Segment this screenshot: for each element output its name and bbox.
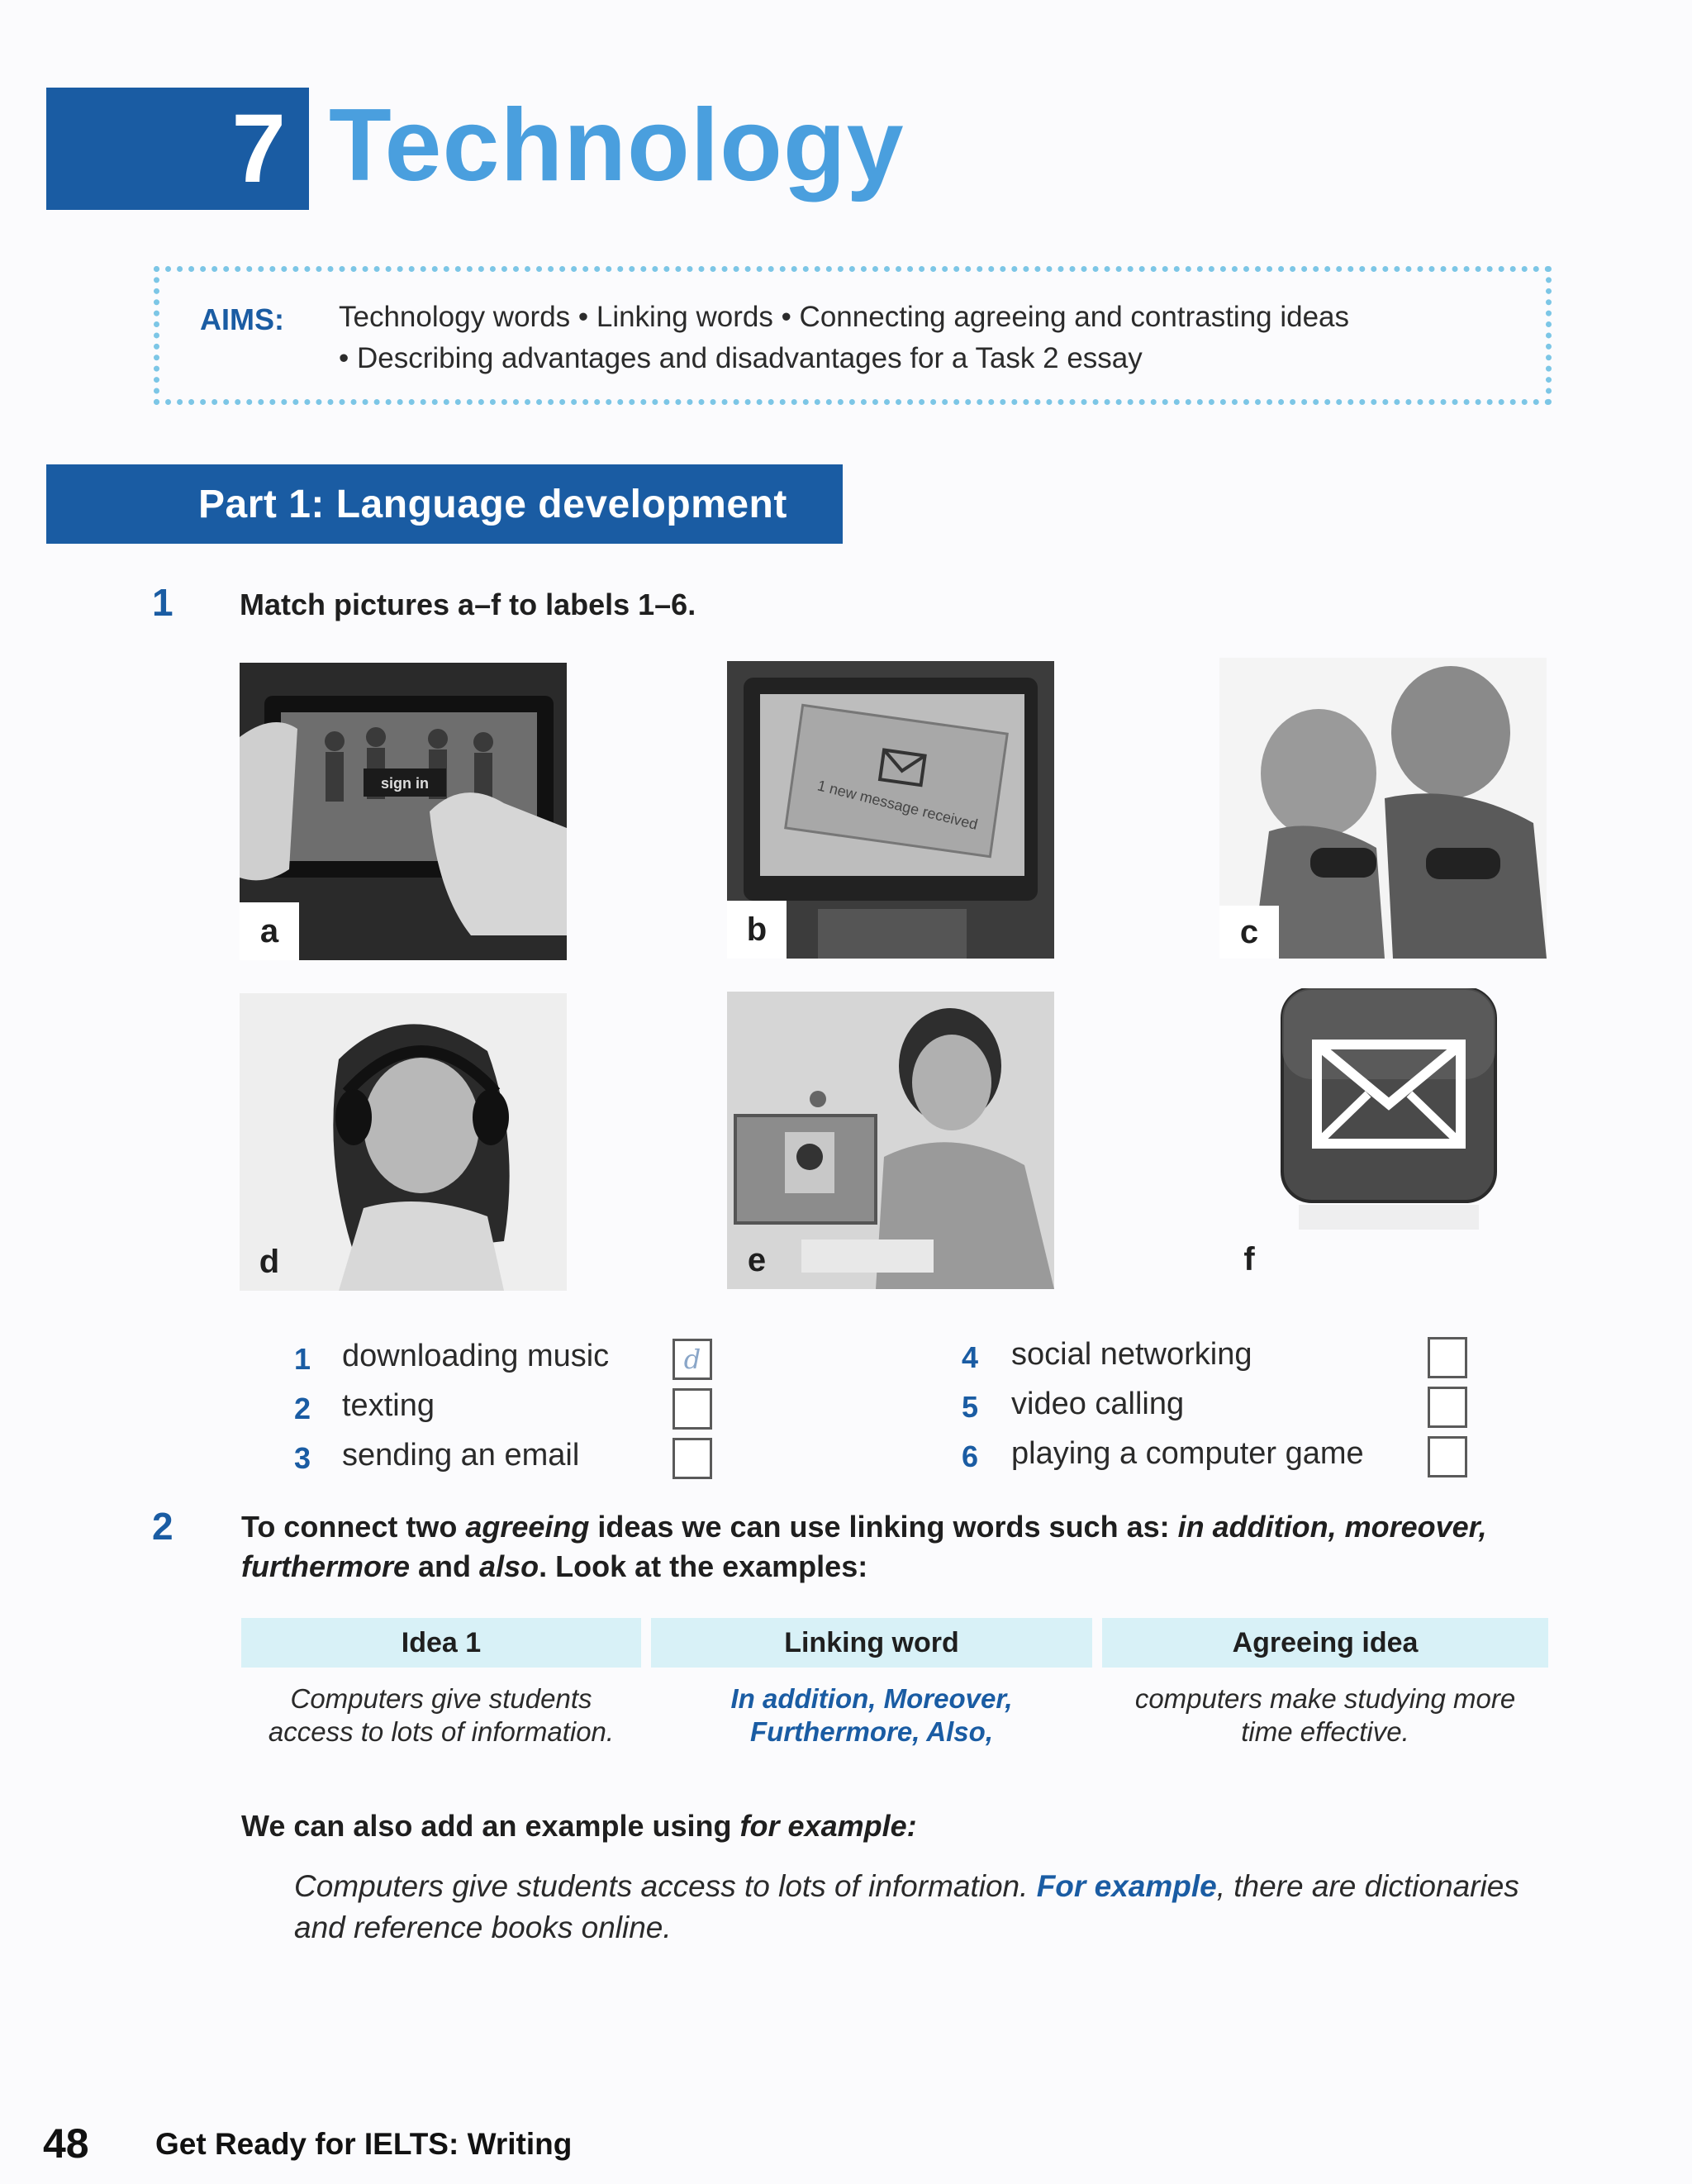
label-4-text: social networking	[1011, 1337, 1252, 1372]
aims-line-2: • Describing advantages and disadvantages for a Task 2 essay	[339, 342, 1143, 374]
instruction-em-furthermore: furthermore	[241, 1549, 411, 1583]
table-header-idea1: Idea 1	[241, 1618, 641, 1668]
label-1-number: 1	[294, 1342, 311, 1376]
also-instruction	[241, 1806, 917, 1846]
label-5-number: 5	[962, 1390, 979, 1424]
instruction-text: To connect two	[241, 1510, 466, 1544]
picture-a-letter: a	[240, 902, 299, 960]
answer-box-2[interactable]	[673, 1388, 712, 1430]
example-bold: For example	[1036, 1869, 1217, 1903]
answer-box-6[interactable]	[1428, 1436, 1467, 1477]
picture-b	[727, 661, 1054, 959]
aims-line-1: Technology words • Linking words • Connecting agreeing and contrasting ideas	[339, 301, 1350, 333]
example-text: , there are dictionaries and reference books online.	[294, 1869, 1519, 1944]
page-number: 48	[43, 2120, 89, 2167]
chapter-number: 7	[231, 94, 286, 203]
picture-b-letter: b	[727, 901, 787, 959]
also-em: for example:	[739, 1809, 917, 1843]
picture-d	[240, 993, 567, 1291]
cell-line: access to lots of information.	[268, 1716, 615, 1747]
instruction-em-also: also	[479, 1549, 539, 1583]
instruction-text: and	[410, 1549, 480, 1583]
instruction-text: . Look at the examples:	[539, 1549, 868, 1583]
label-3-text: sending an email	[342, 1438, 580, 1473]
label-4-number: 4	[962, 1340, 979, 1374]
label-2-number: 2	[294, 1392, 311, 1425]
exercise-2-instruction	[241, 1507, 1563, 1587]
instruction-text: ideas we can use linking words such as:	[589, 1510, 1178, 1544]
sign-in-caption: sign in	[381, 775, 429, 792]
picture-c-letter: c	[1219, 906, 1279, 959]
cell-line: time effective.	[1241, 1716, 1409, 1747]
example-sentence	[294, 1866, 1566, 1948]
chapter-number-box	[46, 88, 309, 210]
chapter-title: Technology	[329, 88, 905, 202]
message-caption: 1 new message received	[815, 777, 980, 833]
example-text: Computers give students access to lots of information.	[294, 1869, 1037, 1903]
picture-c	[1219, 658, 1547, 959]
label-3-number: 3	[294, 1441, 311, 1475]
book-title: Get Ready for IELTS: Writing	[155, 2127, 573, 2161]
instruction-em-agreeing: agreeing	[465, 1510, 590, 1544]
picture-e	[727, 992, 1054, 1289]
instruction-em-words: in addition, moreover,	[1177, 1510, 1487, 1544]
also-text: We can also add an example using	[241, 1809, 740, 1843]
answer-box-1[interactable]: d	[673, 1339, 712, 1380]
part-title: Part 1: Language development	[198, 482, 787, 526]
cell-line: Computers give students	[290, 1683, 592, 1714]
table-cell-idea1	[241, 1682, 641, 1749]
exercise-2-number: 2	[152, 1505, 173, 1548]
picture-e-letter: e	[747, 1241, 767, 1278]
answer-box-3[interactable]	[673, 1438, 712, 1479]
label-6-number: 6	[962, 1439, 979, 1473]
table-cell-linking-word	[651, 1682, 1092, 1749]
part-header	[46, 464, 843, 544]
picture-d-letter: d	[259, 1243, 280, 1280]
picture-a	[240, 663, 567, 960]
answer-box-4[interactable]	[1428, 1337, 1467, 1378]
cell-line: In addition, Moreover,	[730, 1683, 1013, 1714]
label-2-text: texting	[342, 1388, 435, 1423]
label-6-text: playing a computer game	[1011, 1436, 1364, 1471]
label-1-text: downloading music	[342, 1339, 610, 1373]
table-cell-agreeing-idea	[1102, 1682, 1548, 1749]
answer-box-5[interactable]	[1428, 1387, 1467, 1428]
cell-line: Furthermore, Also,	[750, 1716, 993, 1747]
aims-box	[154, 266, 1552, 405]
label-5-text: video calling	[1011, 1387, 1185, 1421]
table-header-agreeing-idea: Agreeing idea	[1102, 1618, 1548, 1668]
exercise-1-number: 1	[152, 581, 173, 624]
cell-line: computers make studying more	[1134, 1683, 1516, 1714]
exercise-1-instruction: Match pictures a–f to labels 1–6.	[240, 588, 696, 621]
picture-f-letter: f	[1243, 1240, 1255, 1278]
aims-label: AIMS:	[200, 302, 284, 336]
picture-f	[1219, 988, 1547, 1289]
table-header-linking-word: Linking word	[651, 1618, 1092, 1668]
